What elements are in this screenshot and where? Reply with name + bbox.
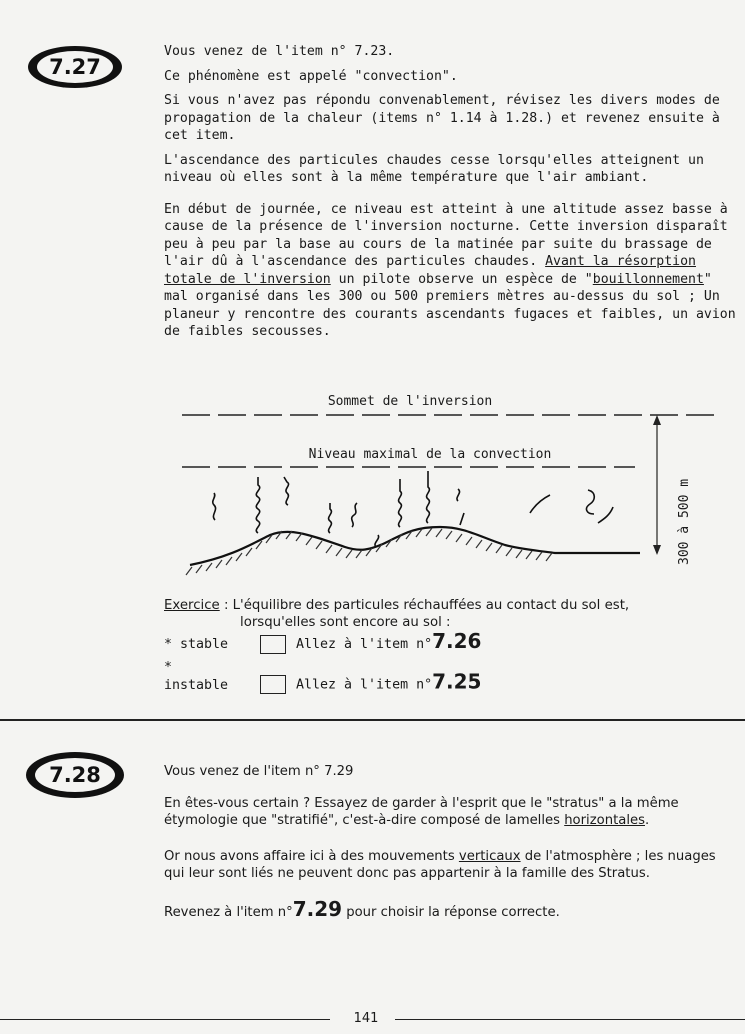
height-arrow-bottom xyxy=(653,545,661,555)
particle-11 xyxy=(587,490,595,514)
exercise-label: Exercice xyxy=(164,598,220,613)
particle-10 xyxy=(530,495,550,513)
particle-12 xyxy=(598,507,613,523)
option-stable[interactable] xyxy=(164,629,482,654)
para-ascendance: L'ascendance des particules chaudes cesse lorsqu'elles atteignent un niveau où elles sont à la même température que l'air ambiant. xyxy=(164,152,704,185)
item-7-28-text xyxy=(164,763,724,928)
label-height: 300 à 500 m xyxy=(677,478,692,565)
particle-5 xyxy=(352,503,357,527)
para-vertical: Or nous avons affaire ici à des mouvements verticaux de l'atmosphère ; les nuages qui leur sont liés ne peuvent donc pas appartenir à la famille des Stratus. xyxy=(164,848,716,881)
particle-8 xyxy=(427,471,430,523)
line-phenomenon: Ce phénomène est appelé "convection". xyxy=(164,68,458,84)
return-item[interactable]: 7.29 xyxy=(292,896,343,921)
option-stable-checkbox[interactable] xyxy=(260,635,286,654)
item-badge-7-27 xyxy=(28,46,122,88)
section-divider xyxy=(0,719,745,721)
line-origin: Vous venez de l'item n° 7.23. xyxy=(164,44,395,59)
para-inversion: En début de journée, ce niveau est atteint à une altitude assez basse à cause de la présence de l'inversion nocturne. Cette inversion disparaît peu à peu par la base au cours de la matinée par suite du brassage de l'air dû à l'ascendance des particules chaudes. Avant la résorption totale de l'inversion un pilote observe un espèce de "bouillonnement" mal organisé dans les 300 ou 500 premiers mètres au-dessus du sol ; Un planeur y rencontre des courants ascendants fugaces et faibles, un avion de faibles secousses. xyxy=(164,201,736,339)
ground-hatching xyxy=(186,528,552,575)
option-instable-item[interactable]: 7.25 xyxy=(432,669,482,694)
option-instable-checkbox[interactable] xyxy=(260,675,286,694)
line-origin: Vous venez de l'item n° 7.29 xyxy=(164,764,354,779)
item-number: 7.28 xyxy=(35,758,115,792)
particle-9 xyxy=(457,489,464,525)
item-badge-7-28 xyxy=(26,752,124,798)
exercise-question: Exercice : L'équilibre des particules réchauffées au contact du sol est, xyxy=(164,598,630,613)
particle-7 xyxy=(399,479,402,527)
label-convection-max: Niveau maximal de la convection xyxy=(308,447,552,462)
convection-particles xyxy=(213,471,613,547)
item-7-27-text xyxy=(164,43,742,348)
particle-1 xyxy=(213,493,216,520)
convection-diagram xyxy=(160,385,730,585)
particle-2 xyxy=(256,477,259,533)
label-inversion-top: Sommet de l'inversion xyxy=(327,394,493,409)
page-number: 141 xyxy=(345,1010,387,1028)
option-instable-goto: Allez à l'item n° xyxy=(296,677,433,693)
option-stable-item[interactable]: 7.26 xyxy=(432,629,482,653)
footer-rule-right xyxy=(395,1019,745,1020)
para-stratus: En êtes-vous certain ? Essayez de garder à l'esprit que le "stratus" a la même étymologie que "stratifié", c'est-à-dire composé de lamelles horizontales. xyxy=(164,795,679,828)
para-return: Revenez à l'item n°7.29 pour choisir la réponse correcte. xyxy=(164,896,560,921)
exercise xyxy=(164,597,744,631)
option-instable[interactable] xyxy=(164,659,481,694)
option-stable-label: * stable xyxy=(164,637,229,652)
exercise-question-cont: lorsqu'elles sont encore au sol : xyxy=(240,615,451,630)
particle-4 xyxy=(329,503,332,533)
footer-rule-left xyxy=(0,1019,330,1020)
item-number: 7.27 xyxy=(37,51,113,83)
particle-3 xyxy=(284,477,289,505)
height-arrow-top xyxy=(653,415,661,425)
para-revise: Si vous n'avez pas répondu convenablement, révisez les divers modes de propagation de la chaleur (items n° 1.14 à 1.28.) et revenez ensuite à cet item. xyxy=(164,93,720,143)
option-stable-goto: Allez à l'item n° xyxy=(296,637,433,652)
option-instable-label: * instable xyxy=(164,660,229,693)
